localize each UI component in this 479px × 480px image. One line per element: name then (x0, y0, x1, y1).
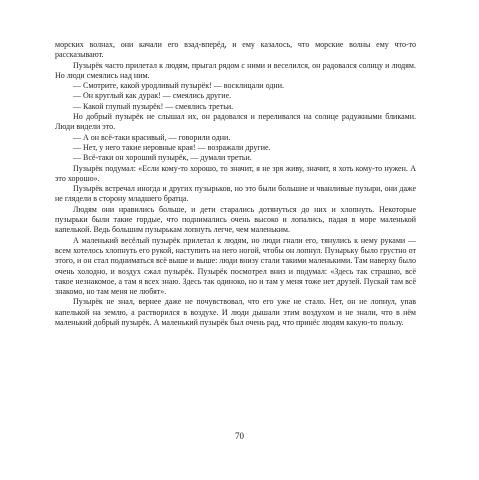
paragraph: Пузырёк подумал: «Если кому-то хорошо, то значит, я не зря живу, значит, я хоть кому-то нужен. А это хорошо». (55, 163, 416, 183)
dialogue-line: — Какой глупый пузырёк! — смеялись третьи. (73, 101, 234, 111)
page-number: 70 (235, 431, 244, 441)
paragraph: морских волнах, они качали его взад-вперёд, и ему казалось, что морские волны ему что-то рассказывают. (55, 40, 416, 60)
dialogue-line: — Всё-таки он хороший пузырёк, — думали третьи. (73, 153, 252, 163)
paragraph: А маленький весёлый пузырёк прилетал к людям, но люди гнали его, тянулись к нему руками — всем хотелось хлопнуть его рукой, наступить на него ногой, чтобы он лопнул. Пузырьку было грустно от этого, и он стал подниматься всё выше и выше: люди внизу стали такими маленькими. Там наверху было очень холодно, и воздух сжал пузырёк. Пузырёк посмотрел вниз и подумал: «Здесь так страшно, всё такое незнакомое, а там я всех знаю. Здесь так одиноко, но и там у меня тоже нет друзей. Пускай там всё знакомо, но там меня не любят». (55, 235, 416, 297)
paragraph: Пузырёк не знал, вернее даже не почувствовал, что его уже не стало. Нет, он не лопнул, упав капелькой на землю, а растворился в воздухе. И люди дышали этим воздухом и не знали, что в нём маленький добрый пузырёк. А маленький пузырёк был очень рад, что принёс людям какую-то пользу. (55, 297, 416, 328)
dialogue-line: — Нет, у него такие неровные края! — возражали другие. (73, 142, 271, 152)
paragraph: Но добрый пузырёк не слышал их, он радовался и переливался на солнце радужными бликами. Люди видели это. (55, 112, 416, 132)
paragraph: Пузырёк часто прилетал к людям, прыгал рядом с ними и веселился, он радовался солнцу и людям. Но люди смеялись над ним. (55, 60, 416, 80)
paragraph: Пузырёк встречал иногда и других пузырьков, но это были большие и чванливые пузыри, они даже не глядели в сторону младшего братца. (55, 184, 416, 204)
dialogue-line: — Он круглый как дурак! — смеялись другие. (73, 91, 232, 101)
dialogue-line: — Смотрите, какой уродливый пузырёк! — восклицали одни. (73, 81, 284, 91)
paragraph: Людям они нравились больше, и дети старались дотянуться до них и хлопнуть. Некоторые пузырьки были такие гордые, что поднимались очень высоко и лопались, падая в море маленькой капелькой. Ведь большим пузырькам лопнуть легче, чем маленьким. (55, 204, 416, 235)
dialogue-line: — А он всё-таки красивый, — говорили одни. (73, 132, 231, 142)
body-text (55, 40, 416, 328)
